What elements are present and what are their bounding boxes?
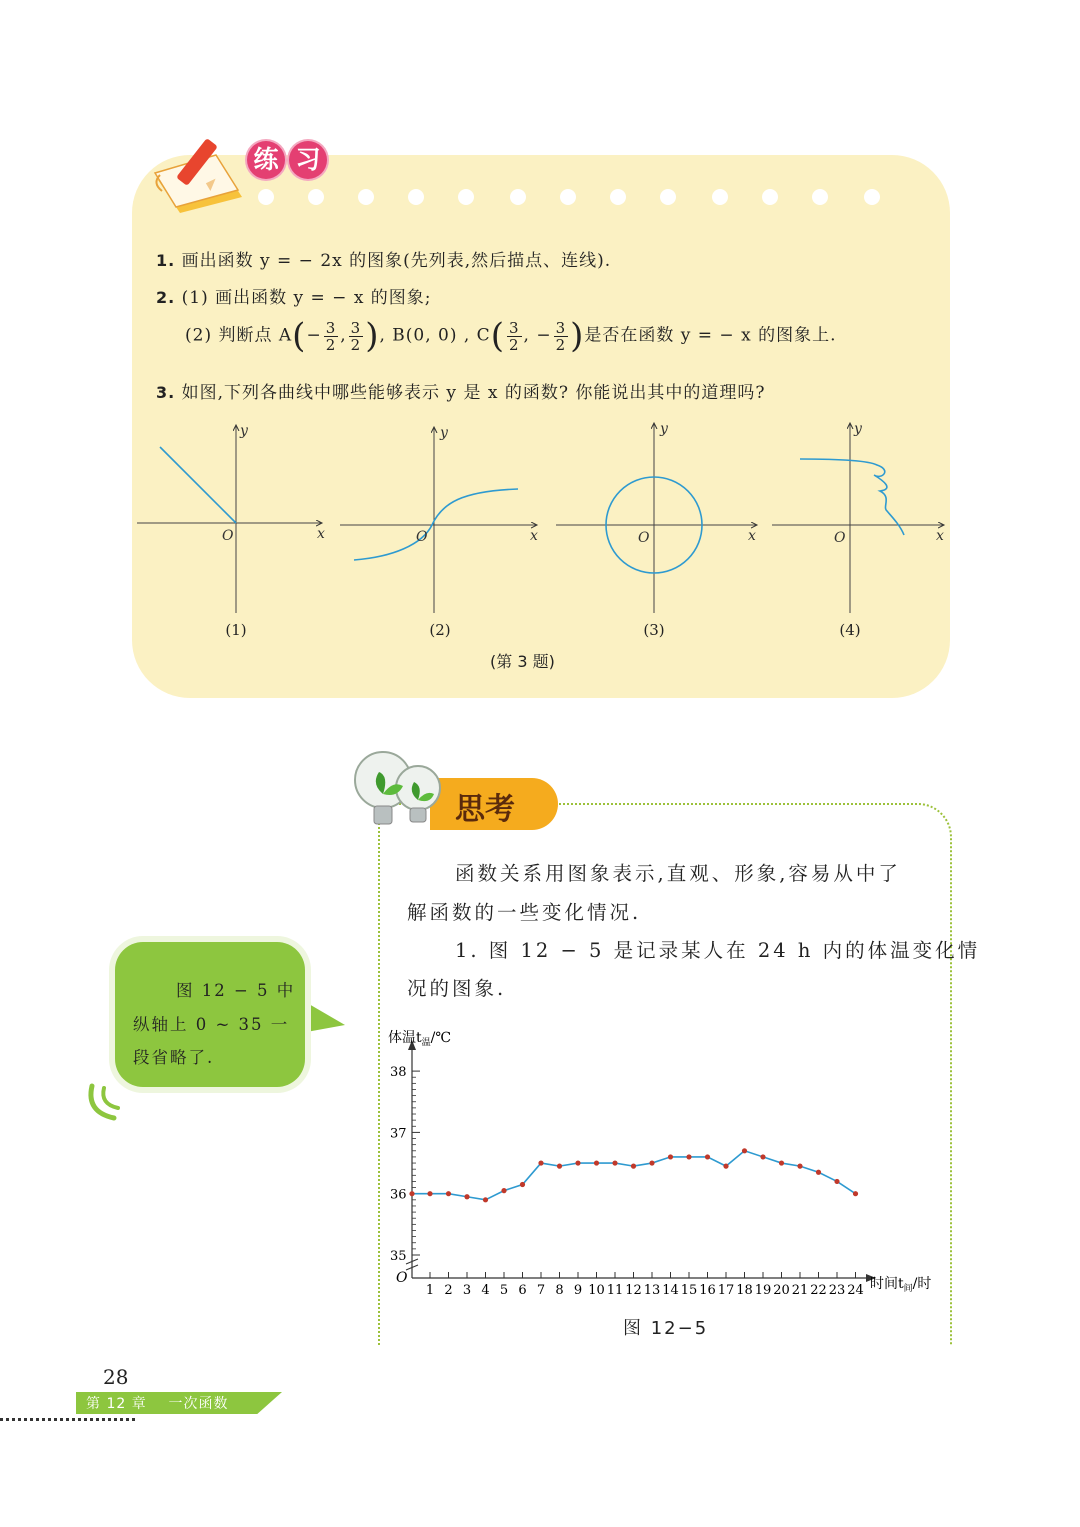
y-axis-label: 体温$t_温/℃$ [388, 1030, 452, 1048]
x-tick-label: 3 [462, 1283, 472, 1298]
data-point [594, 1160, 599, 1165]
chart-axes [406, 1040, 876, 1282]
x-tick-label: 4 [481, 1283, 490, 1298]
side-note-line-1: 图 12 − 5 中 [176, 981, 296, 1000]
question-number: 2. [156, 288, 176, 307]
think-paragraph-1-line-1: 函数关系用图象表示,直观、形象,容易从中了 [455, 862, 901, 885]
question-1 [156, 246, 611, 271]
question-text: 画出函数 y = − 2x 的图象(先列表,然后描点、连线). [181, 251, 612, 271]
think-paragraph-2-line-1: 1. 图 12 − 5 是记录某人在 24 h 内的体温变化情 [455, 939, 981, 962]
fraction: $\frac{3}{2}$ [555, 318, 567, 354]
graph-1-label: (1) [225, 621, 247, 639]
svg-text:O: O [222, 528, 234, 544]
x-tick-label: 24 [847, 1283, 864, 1298]
x-tick-label: 17 [717, 1283, 735, 1298]
data-point [686, 1154, 691, 1159]
graph-3 [556, 421, 757, 613]
svg-text:y: y [440, 425, 448, 441]
x-tick-label: 16 [699, 1283, 716, 1298]
x-tick-label: 6 [518, 1283, 527, 1298]
graph-1 [137, 423, 325, 613]
svg-text:x: x [936, 528, 944, 544]
x-tick-label: 21 [791, 1283, 809, 1298]
side-note-line-3: 段省略了. [133, 1048, 215, 1067]
origin-label: O [396, 1270, 408, 1286]
x-tick-label: 9 [573, 1283, 583, 1298]
x-tick-label: 15 [680, 1283, 698, 1298]
y-tick-label: 36 [390, 1187, 407, 1203]
fraction: $\frac{3}{2}$ [508, 318, 520, 354]
svg-text:O: O [638, 530, 650, 546]
data-point [501, 1188, 506, 1193]
x-tick-label: 5 [499, 1283, 509, 1298]
x-tick-label: 22 [810, 1283, 827, 1298]
temperature-chart [380, 1020, 950, 1305]
think-title: 思考 [455, 792, 515, 827]
y-tick-label: 37 [390, 1126, 407, 1142]
footer-dotted-line [0, 1418, 135, 1421]
data-point [612, 1160, 617, 1165]
x-tick-label: 23 [828, 1283, 846, 1298]
y-ticks [390, 1065, 420, 1264]
temperature-series [409, 1148, 858, 1202]
x-tick-label: 14 [662, 1283, 679, 1298]
svg-text:x: x [530, 528, 538, 544]
data-point [464, 1194, 469, 1199]
svg-text:O: O [834, 530, 846, 546]
data-point [779, 1160, 784, 1165]
data-point [520, 1182, 525, 1187]
graph-4-label: (4) [839, 621, 861, 639]
think-paragraph-1-line-2: 解函数的一些变化情况. [407, 901, 642, 924]
exercise-badge-char-2: 习 [289, 141, 327, 179]
svg-text:y: y [854, 421, 862, 437]
graph-3-label: (3) [643, 621, 665, 639]
think-paragraph-2-line-2: 况的图象. [407, 977, 507, 1000]
fraction: $\frac{3}{2}$ [325, 318, 337, 354]
data-point [853, 1191, 858, 1196]
temperature-line [412, 1151, 856, 1200]
data-point [575, 1160, 580, 1165]
question-text: (1) 画出函数 y = − x 的图象; [181, 288, 432, 308]
question-number: 3. [156, 383, 176, 402]
x-tick-label: 20 [773, 1283, 790, 1298]
leaf-decoration-icon [82, 1080, 132, 1125]
x-tick-label: 7 [536, 1283, 546, 1298]
graph-4 [772, 421, 944, 613]
x-tick-label: 11 [606, 1283, 624, 1298]
data-point [427, 1191, 432, 1196]
curve [160, 447, 236, 523]
x-tick-label: 12 [625, 1283, 642, 1298]
data-point [668, 1154, 673, 1159]
question-text: (2) 判断点 A [185, 325, 293, 346]
side-note-line-2: 纵轴上 0 ~ 35 一 [133, 1015, 290, 1034]
data-point [760, 1154, 765, 1159]
question-2-part-2: (2) 判断点 A(− $\frac{3}{2}$ , $\frac{3}{2}$ ), B(0, 0) , C( $\frac{3}{2}$ , − $\frac{3}{2}$ )是否在函数 y = − x 的图象上. [185, 316, 837, 356]
data-point [409, 1191, 414, 1196]
x-tick-label: 13 [643, 1283, 661, 1298]
svg-text:O: O [416, 529, 428, 545]
x-tick-label: 18 [736, 1283, 753, 1298]
x-tick-label: 10 [588, 1283, 605, 1298]
data-point [797, 1164, 802, 1169]
svg-text:y: y [660, 421, 668, 437]
page-number: 28 [103, 1365, 129, 1389]
figure-caption: 图 12−5 [623, 1318, 709, 1339]
exercise-badge-char-1: 练 [247, 141, 285, 179]
data-point [483, 1197, 488, 1202]
curve [800, 459, 904, 535]
x-ticks [426, 1272, 864, 1298]
svg-text:y: y [240, 423, 248, 439]
svg-text:x: x [317, 526, 325, 542]
x-tick-label: 1 [425, 1283, 435, 1298]
y-tick-label: 35 [390, 1249, 407, 1264]
pencil-paper-icon [150, 135, 255, 215]
data-point [834, 1179, 839, 1184]
x-tick-label: 2 [444, 1283, 453, 1298]
graph-2-label: (2) [429, 621, 451, 639]
data-point [723, 1164, 728, 1169]
data-point [816, 1170, 821, 1175]
question-3-graphs [132, 415, 950, 625]
question-number: 1. [156, 251, 176, 270]
question-2-part-1 [156, 283, 432, 308]
data-point [649, 1160, 654, 1165]
svg-text:x: x [748, 528, 756, 544]
data-point [631, 1164, 636, 1169]
data-point [538, 1160, 543, 1165]
question-text: 如图,下列各曲线中哪些能够表示 y 是 x 的函数? 你能说出其中的道理吗? [181, 383, 766, 403]
graph-2 [340, 425, 538, 613]
fraction: $\frac{3}{2}$ [350, 318, 362, 354]
data-point [446, 1191, 451, 1196]
data-point [742, 1148, 747, 1153]
question-3-caption: (第 3 题) [490, 652, 555, 671]
x-tick-label: 8 [555, 1283, 564, 1298]
lightbulb-sprout-icon [350, 742, 445, 837]
question-3 [156, 378, 765, 403]
data-point [705, 1154, 710, 1159]
y-tick-label: 38 [390, 1065, 407, 1081]
chapter-title: 第 12 章 一次函数 [86, 1396, 229, 1412]
x-tick-label: 19 [754, 1283, 772, 1298]
x-axis-label: 时间$t_间/$时 [870, 1276, 932, 1294]
data-point [557, 1164, 562, 1169]
